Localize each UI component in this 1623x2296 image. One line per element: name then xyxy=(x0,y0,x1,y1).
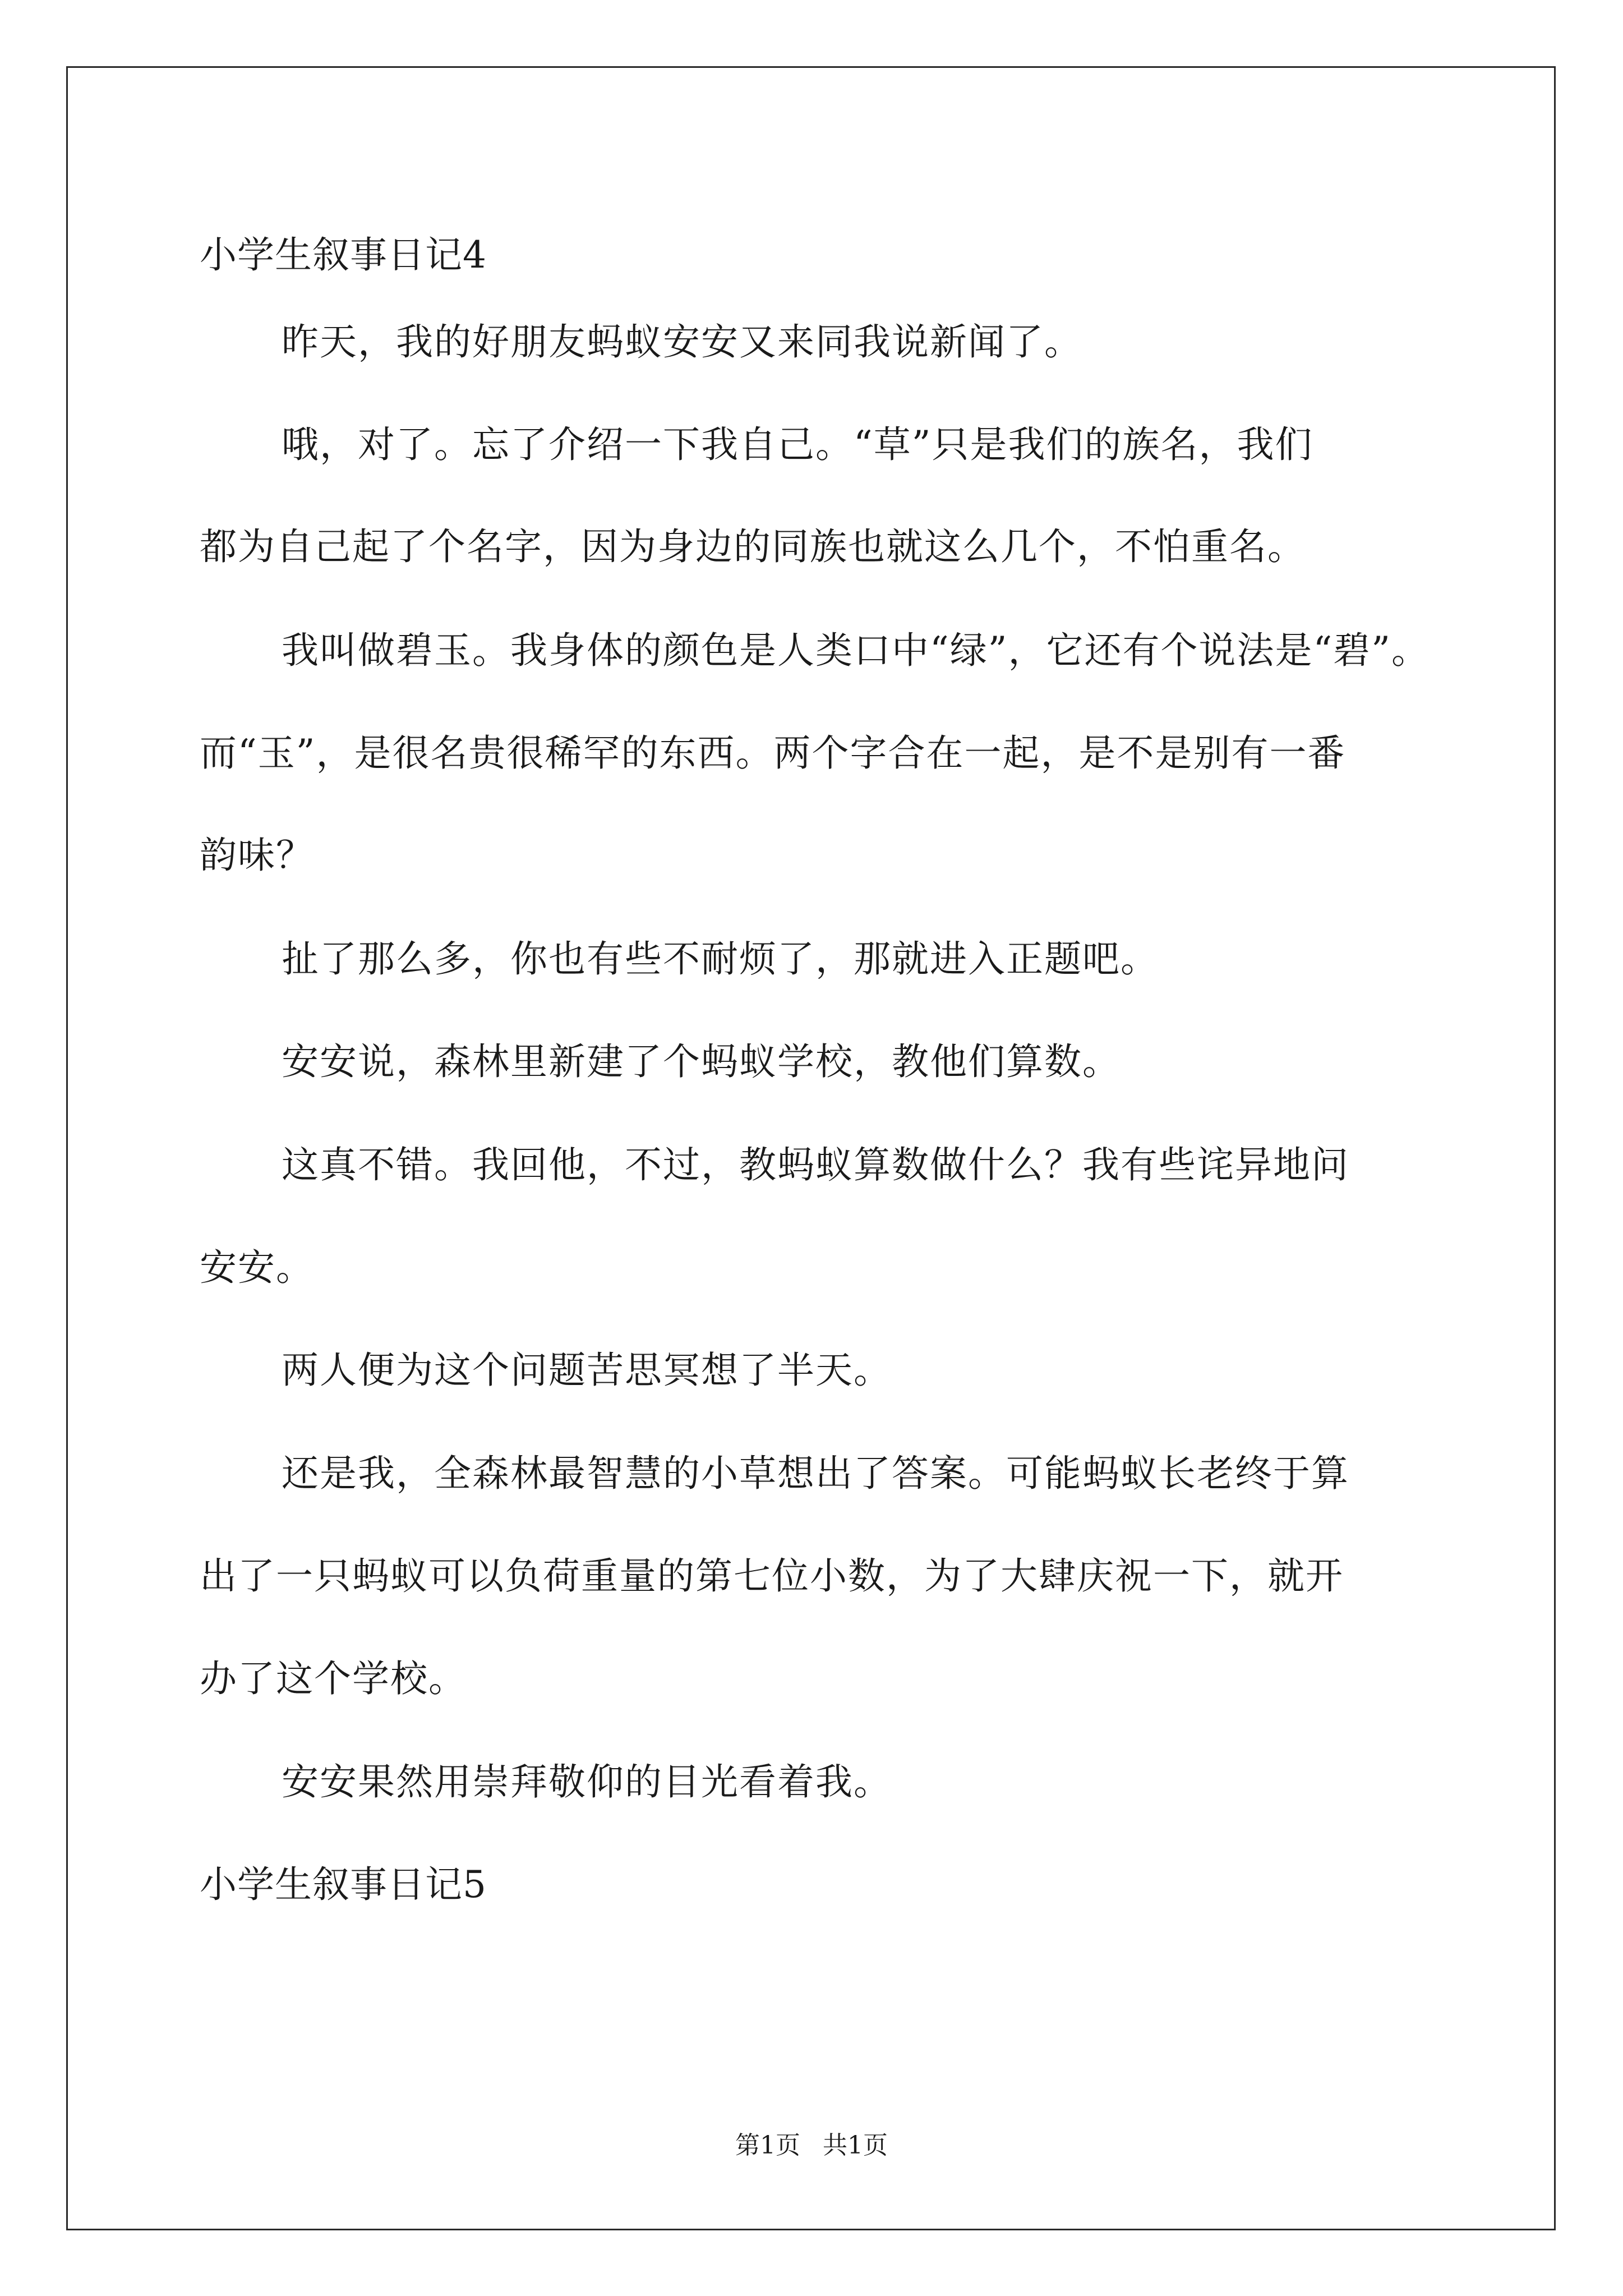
paragraph-line: 哦，对了。忘了介绍一下我自己。“草”只是我们的族名，我们 xyxy=(282,423,1313,466)
diary-title-5: 小学生叙事日记5 xyxy=(200,1863,487,1906)
paragraph-line: 安安说，森林里新建了个蚂蚁学校，教他们算数。 xyxy=(282,1040,1121,1083)
paragraph-line: 两人便为这个问题苦思冥想了半天。 xyxy=(282,1349,892,1392)
paragraph-line: 还是我，全森林最智慧的小草想出了答案。可能蚂蚁长老终于算 xyxy=(282,1452,1349,1495)
page-number: 第1页 xyxy=(735,2131,800,2160)
page-total: 共1页 xyxy=(823,2131,888,2160)
paragraph-line: 这真不错。我回他，不过，教蚂蚁算数做什么？我有些诧异地问 xyxy=(282,1143,1349,1186)
paragraph-line: 而“玉”，是很名贵很稀罕的东西。两个字合在一起，是不是别有一番 xyxy=(200,731,1346,775)
paragraph-line: 我叫做碧玉。我身体的颜色是人类口中“绿”，它还有个说法是“碧”。 xyxy=(282,629,1430,672)
paragraph-line: 出了一只蚂蚁可以负荷重量的第七位小数，为了大肆庆祝一下，就开 xyxy=(200,1554,1344,1598)
paragraph-line: 扯了那么多，你也有些不耐烦了，那就进入正题吧。 xyxy=(282,937,1159,981)
page-footer xyxy=(0,2125,1623,2161)
paragraph-line: 办了这个学校。 xyxy=(200,1657,467,1700)
paragraph-line: 安安。 xyxy=(200,1246,314,1289)
paragraph-line: 安安果然用崇拜敬仰的目光看着我。 xyxy=(282,1760,892,1803)
diary-title-4: 小学生叙事日记4 xyxy=(200,233,487,277)
paragraph-line: 都为自己起了个名字，因为身边的同族也就这么几个，不怕重名。 xyxy=(200,525,1306,568)
paragraph-line: 昨天，我的好朋友蚂蚁安安又来同我说新闻了。 xyxy=(282,320,1082,364)
paragraph-line: 韵味？ xyxy=(200,834,314,877)
